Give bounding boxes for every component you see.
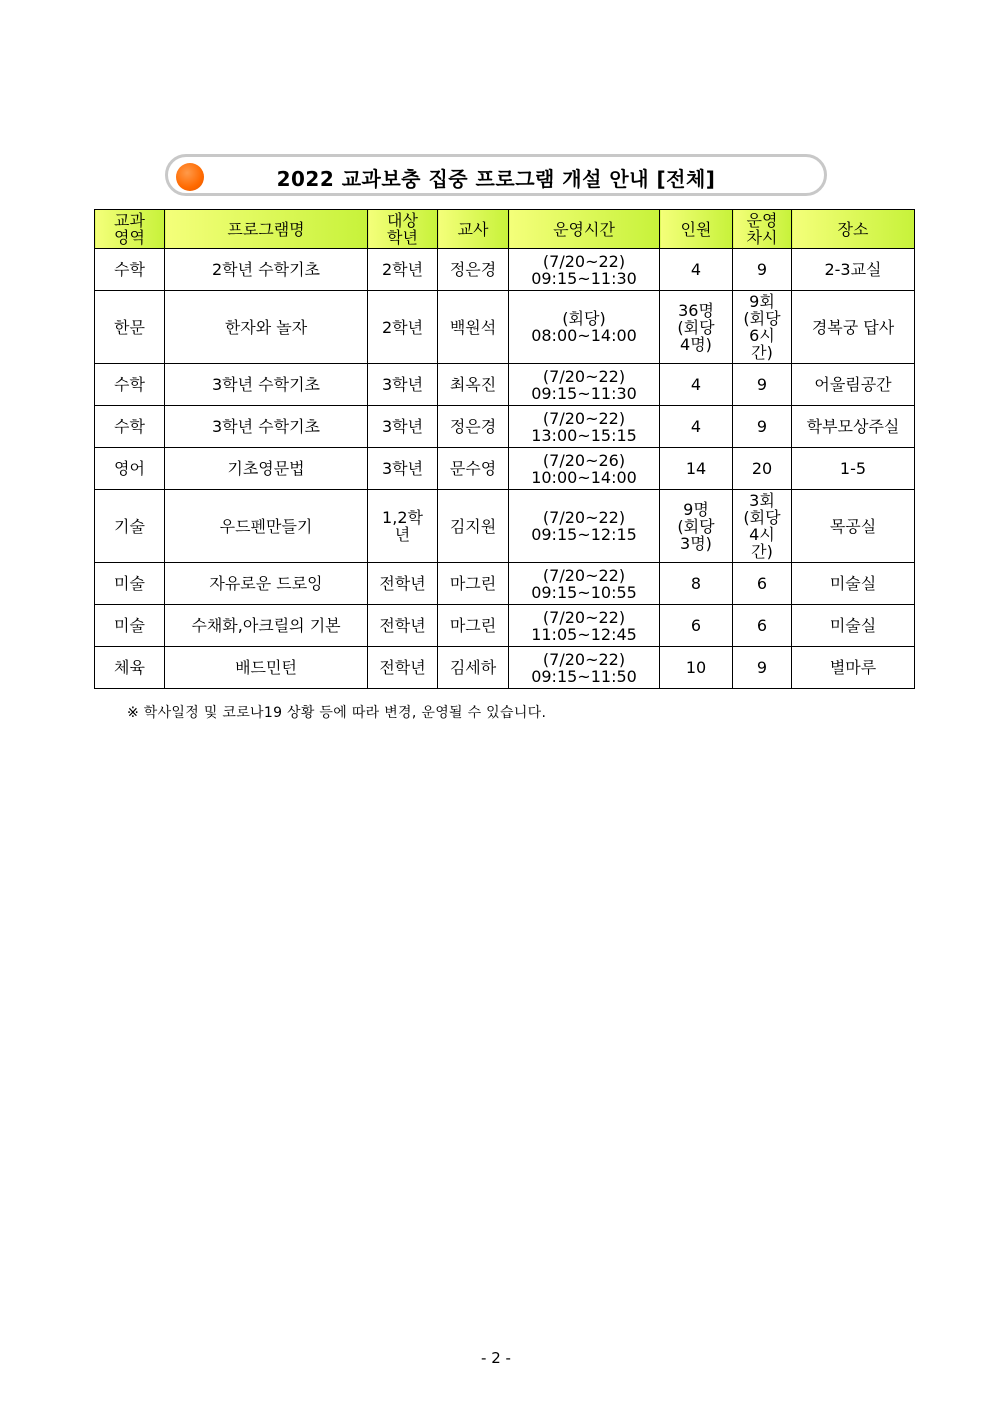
column-header: 운영시간 [509,210,660,249]
column-header: 교과 영역 [95,210,165,249]
table-cell: 문수영 [438,448,509,490]
table-cell: 20 [733,448,792,490]
table-cell: 9 [733,249,792,291]
column-header: 교사 [438,210,509,249]
table-cell: (7/20~22) 09:15~11:50 [509,647,660,689]
table-cell: 기초영문법 [165,448,368,490]
table-cell: 3학년 [368,448,438,490]
column-header: 대상 학년 [368,210,438,249]
table-cell: 영어 [95,448,165,490]
table-cell: (회당) 08:00~14:00 [509,291,660,364]
table-header-row [95,210,915,249]
title-box [165,154,827,196]
table-cell: 전학년 [368,647,438,689]
table-cell: 8 [660,563,733,605]
table-cell: (7/20~22) 09:15~12:15 [509,490,660,563]
table-cell: 2학년 수학기초 [165,249,368,291]
table-cell: 3학년 [368,364,438,406]
table-cell: 정은경 [438,249,509,291]
footnote: ※ 학사일정 및 코로나19 상황 등에 따라 변경, 운영될 수 있습니다. [127,705,547,721]
table-cell: 미술 [95,563,165,605]
table-cell: 6 [660,605,733,647]
table-cell: 자유로운 드로잉 [165,563,368,605]
table-cell: 4 [660,364,733,406]
table-row [95,647,915,689]
table-cell: 체육 [95,647,165,689]
table-cell: 한자와 놀자 [165,291,368,364]
table-row [95,605,915,647]
table-cell: 정은경 [438,406,509,448]
table-cell: (7/20~22) 09:15~11:30 [509,249,660,291]
table-cell: 미술 [95,605,165,647]
table-cell: 6 [733,563,792,605]
table-cell: 2-3교실 [792,249,915,291]
table-cell: 전학년 [368,563,438,605]
table-cell: 마그린 [438,605,509,647]
table-cell: 학부모상주실 [792,406,915,448]
table-cell: 4 [660,249,733,291]
table-cell: 미술실 [792,605,915,647]
table-cell: 배드민턴 [165,647,368,689]
column-header: 장소 [792,210,915,249]
table-cell: (7/20~26) 10:00~14:00 [509,448,660,490]
table-cell: 한문 [95,291,165,364]
table-cell: 김지원 [438,490,509,563]
table-cell: 최옥진 [438,364,509,406]
table-row [95,406,915,448]
table-cell: 9 [733,406,792,448]
table-cell: 4 [660,406,733,448]
table-cell: 우드펜만들기 [165,490,368,563]
table-cell: 수학 [95,364,165,406]
table-cell: 김세하 [438,647,509,689]
table-cell: 36명 (회당 4명) [660,291,733,364]
table-cell: 3학년 [368,406,438,448]
table-cell: 경복궁 답사 [792,291,915,364]
table-cell: 3회 (회당 4시 간) [733,490,792,563]
table-cell: 어울림공간 [792,364,915,406]
table-cell: 14 [660,448,733,490]
table-cell: 미술실 [792,563,915,605]
table-cell: 마그린 [438,563,509,605]
table-cell: 10 [660,647,733,689]
table-row [95,490,915,563]
page-title: 2022 교과보충 집중 프로그램 개설 안내 [전체] [276,167,716,191]
table-cell: (7/20~22) 09:15~11:30 [509,364,660,406]
page-number: - 2 - [481,1349,511,1367]
table-row [95,364,915,406]
table-cell: 수학 [95,406,165,448]
table-cell: 수학 [95,249,165,291]
table-cell: 수채화,아크릴의 기본 [165,605,368,647]
column-header: 운영 차시 [733,210,792,249]
column-header: 인원 [660,210,733,249]
table-row [95,563,915,605]
table-cell: 9 [733,647,792,689]
table-cell: 2학년 [368,249,438,291]
table-row [95,249,915,291]
table-cell: 목공실 [792,490,915,563]
table-cell: 별마루 [792,647,915,689]
table-row [95,448,915,490]
table-cell: 전학년 [368,605,438,647]
program-table [94,209,915,689]
table-cell: (7/20~22) 11:05~12:45 [509,605,660,647]
table-cell: (7/20~22) 09:15~10:55 [509,563,660,605]
table-cell: 1-5 [792,448,915,490]
table-cell: 9명 (회당 3명) [660,490,733,563]
table-cell: 9회 (회당 6시 간) [733,291,792,364]
table-cell: (7/20~22) 13:00~15:15 [509,406,660,448]
table-cell: 3학년 수학기초 [165,406,368,448]
table-cell: 1,2학 년 [368,490,438,563]
table-body [95,249,915,689]
table-cell: 9 [733,364,792,406]
table-cell: 3학년 수학기초 [165,364,368,406]
table-cell: 기술 [95,490,165,563]
table-row [95,291,915,364]
table-cell: 2학년 [368,291,438,364]
table-cell: 6 [733,605,792,647]
table-cell: 백원석 [438,291,509,364]
column-header: 프로그램명 [165,210,368,249]
